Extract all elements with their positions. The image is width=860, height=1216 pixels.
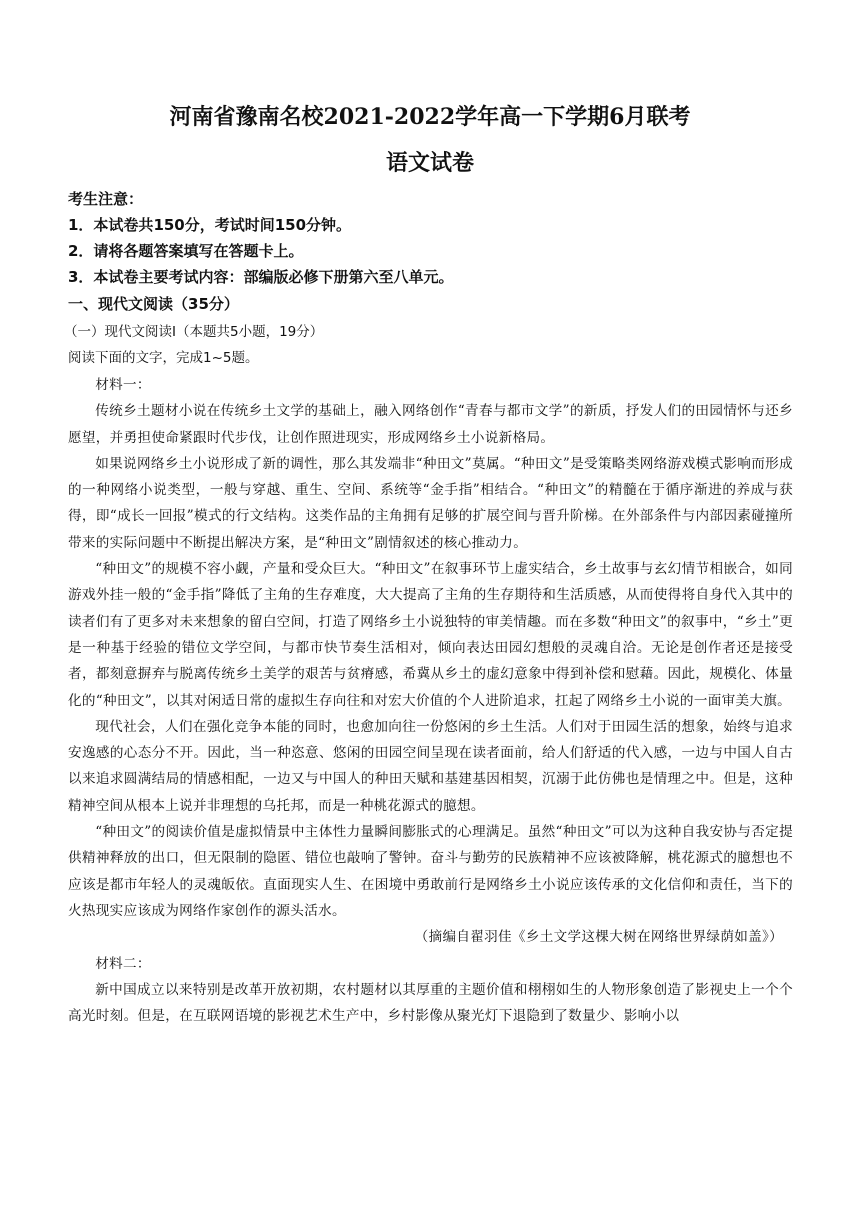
paragraph: 现代社会，人们在强化竞争本能的同时，也愈加向往一份悠闲的乡土生活。人们对于田园生活的想象，始终与追求安逸感的心态分不开。因此，当一种恣意、悠闲的田园空间呈现在读者面前，给人们舒适的代入感，一边与中国人自古以来追求圆满结局的情感相配，一边又与中国人的种田天赋和基建基因相契，沉溺于此仿佛也是情理之中。但是，这种精神空间从根本上说并非理想的乌托邦，而是一种桃花源式的臆想。 (68, 718, 793, 814)
section-subtitle: （一）现代文阅读Ⅰ（本题共5小题，19分） (64, 324, 324, 340)
notice-heading: 考生注意： (68, 190, 144, 208)
material-1-label: 材料一： (95, 377, 151, 393)
exam-subtitle: 语文试卷 (385, 150, 474, 176)
source-citation: （摘编自翟羽佳《乡土文学这棵大树在网络世界绿荫如盖》） (414, 929, 783, 946)
paragraph: “种田文”的规模不容小觑，产量和受众巨大。“种田文”在叙事环节上虚实结合，乡土故事与玄幻情节相嵌合，如同游戏外挂一般的“金手指”降低了主角的生存难度，大大提高了主角的生存期待和生活质感，从而使得将自身代入其中的读者们有了更多对未来想象的留白空间，打造了网络乡土小说独特的审美情趣。而在多数“种田文”的叙事中，“乡土”更是一种基于经验的错位文学空间，与都市快节奏生活相对，倾向表达田园幻想般的灵魂自洽。无论是创作者还是接受者，都刻意摒弃与脱离传统乡土美学的艰苦与贫瘠感，希冀从乡土的虚幻意象中得到补偿和慰藉。因此，规模化、体量化的“种田文”，以其对闲适日常的虚拟生存向往和对宏大价值的个人进阶追求，扛起了网络乡土小说的一面审美大旗。 (68, 561, 793, 709)
material-2-label: 材料二： (95, 955, 151, 972)
section-title: 一、现代文阅读（35分） (68, 295, 239, 313)
article-body (68, 372, 793, 1029)
paragraph: 如果说网络乡土小说形成了新的调性，那么其发端非“种田文”莫属。“种田文”是受策略类网络游戏模式影响而形成的一种网络小说类型，一般与穿越、重生、空间、系统等“金手指”相结合。“种田文”的精髓在于循序渐进的养成与获得，即“成长一回报”模式的行文结构。这类作品的主角拥有足够的扩展空间与晋升阶梯。在外部条件与内部因素碰撞所带来的实际问题中不断提出解决方案，是“种田文”剧情叙述的核心推动力。 (68, 455, 793, 551)
exam-title: 河南省豫南名校2021-2022学年高一下学期6月联考 (169, 104, 691, 130)
reading-instruction: 阅读下面的文字，完成1~5题。 (68, 350, 259, 366)
notice-item-2: 2．请将各题答案填写在答题卡上。 (68, 242, 304, 260)
notice-item-3: 3．本试卷主要考试内容：部编版必修下册第六至八单元。 (68, 268, 454, 286)
paragraph: 新中国成立以来特别是改革开放初期，农村题材以其厚重的主题价值和栩栩如生的人物形象创造了影视史上一个个高光时刻。但是，在互联网语境的影视艺术生产中，乡村影像从聚光灯下退隐到了数量少、影响小以 (68, 981, 793, 1025)
paragraph: “种田文”的阅读价值是虚拟情景中主体性力量瞬间膨胀式的心理满足。虽然“种田文”可以为这种自我安协与否定提供精神释放的出口，但无限制的隐匿、错位也敲响了警钟。奋斗与勤劳的民族精神不应该被降解，桃花源式的臆想也不应该是都市年轻人的灵魂皈依。直面现实人生、在困境中勇敢前行是网络乡土小说应该传承的文化信仰和责任，当下的火热现实应该成为网络作家创作的源头活水。 (68, 824, 793, 919)
paragraph: 传统乡土题材小说在传统乡土文学的基础上，融入网络创作“青春与都市文学”的新质，抒发人们的田园情怀与还乡愿望，并勇担使命紧跟时代步伐，让创作照进现实，形成网络乡土小说新格局。 (68, 403, 793, 446)
notice-item-1: 1．本试卷共150分，考试时间150分钟。 (68, 216, 352, 234)
